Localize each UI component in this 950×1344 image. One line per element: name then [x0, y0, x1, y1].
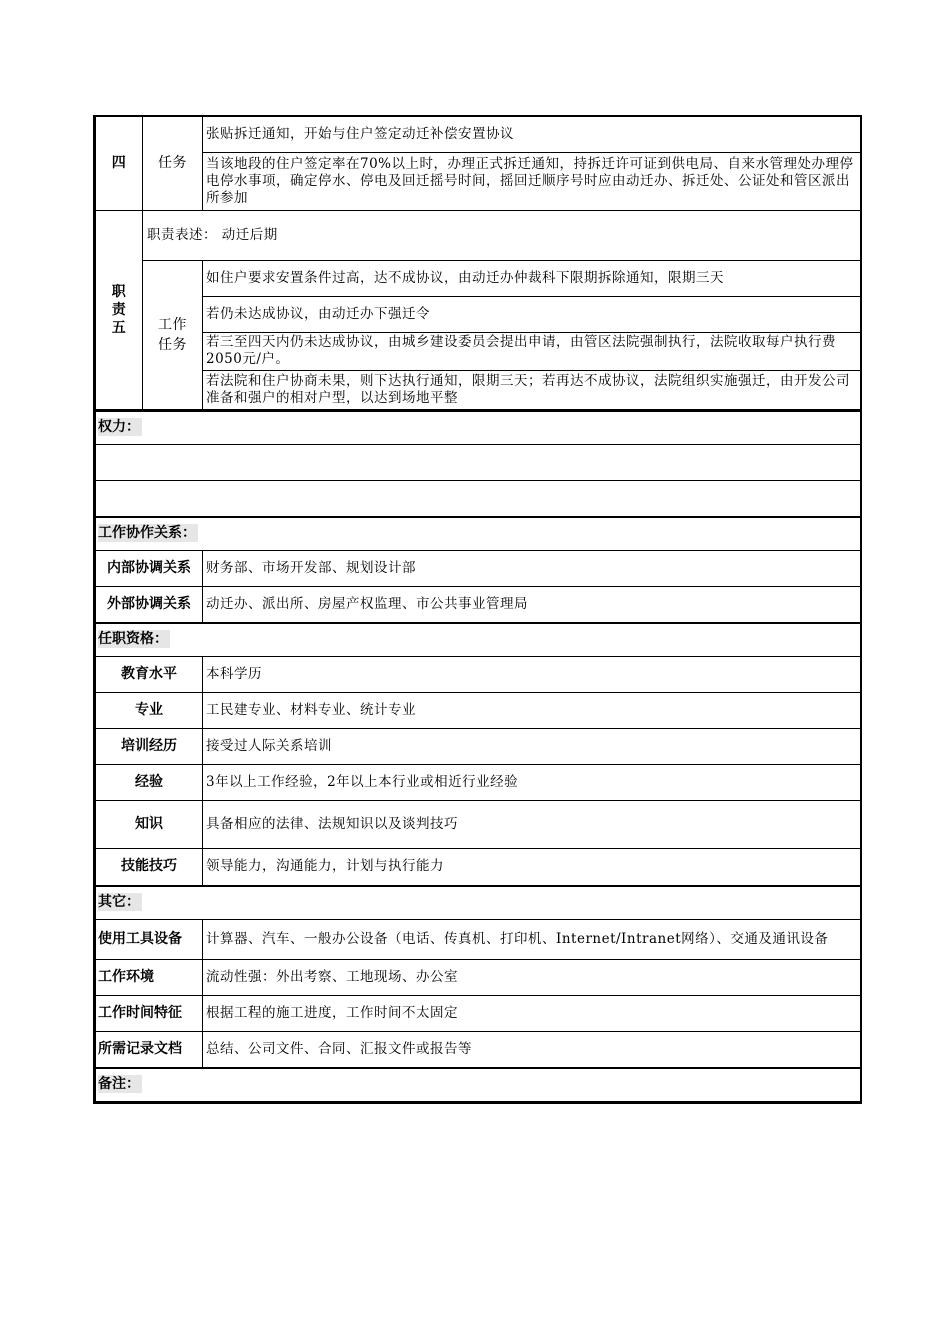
knowledge-label: 知识: [96, 801, 203, 849]
duty5-number-char-2: 责: [111, 301, 127, 318]
skills-label: 技能技巧: [96, 849, 203, 886]
work-environment-label: 工作环境: [96, 960, 203, 996]
duty4-task-2: 当该地段的住户签定率在70%以上时，办理正式拆迁通知，持拆迁许可证到供电局、自来水管理处办理停电停水事项，确定停水、停电及回迁摇号时间，摇回迁顺序号时应由动迁办、拆迁处、公证处和管区派出所参加: [203, 152, 861, 210]
duty5-task-1: 如住户要求安置条件过高，达不成协议，由动迁办仲裁科下限期拆除通知，限期三天: [203, 260, 861, 296]
work-time-value: 根据工程的施工进度，工作时间不太固定: [203, 996, 861, 1032]
duty5-statement: 职责表述： 动迁后期: [143, 210, 861, 260]
duty5-task-label: [143, 260, 203, 409]
experience-label: 经验: [96, 765, 203, 801]
duty5-number-char-3: 五: [111, 319, 127, 336]
tools-equipment-label: 使用工具设备: [96, 920, 203, 960]
job-description-form: [93, 115, 862, 1104]
remarks-title: 备注：: [96, 1068, 861, 1102]
duty5-task-4: 若法院和住户协商未果，则下达执行通知，限期三天；若再达不成协议，法院组织实施强迁，由开发公司准备和强户的相对户型，以达到场地平整: [203, 370, 861, 409]
responsibility-table: [95, 115, 861, 410]
duty4-number: 四: [96, 116, 143, 210]
duty5-number-char-1: 职: [111, 283, 127, 300]
experience-value: 3年以上工作经验，2年以上本行业或相近行业经验: [203, 765, 861, 801]
authority-row-1: [96, 445, 861, 481]
training-label: 培训经历: [96, 729, 203, 765]
duty5-task-label-line2: 任务: [158, 336, 187, 353]
duty5-task-label-line1: 工作: [158, 316, 187, 333]
records-value: 总结、公司文件、合同、汇报文件或报告等: [203, 1032, 861, 1068]
duty5-number: [96, 210, 143, 409]
other-title: 其它：: [96, 886, 861, 920]
tools-equipment-value: 计算器、汽车、一般办公设备（电话、传真机、打印机、Internet/Intranet网络）、交通及通讯设备: [203, 920, 861, 960]
education-value: 本科学历: [203, 657, 861, 693]
authority-title: 权力：: [96, 411, 861, 445]
internal-coordination-value: 财务部、市场开发部、规划设计部: [203, 551, 861, 587]
duty4-task-1: 张贴拆迁通知，开始与住户签定动迁补偿安置协议: [203, 116, 861, 152]
education-label: 教育水平: [96, 657, 203, 693]
duty4-task-label: 任务: [143, 116, 203, 210]
collaboration-title: 工作协作关系：: [96, 517, 861, 551]
skills-value: 领导能力，沟通能力，计划与执行能力: [203, 849, 861, 886]
internal-coordination-label: 内部协调关系: [96, 551, 203, 587]
detail-table: [95, 410, 861, 1103]
external-coordination-label: 外部协调关系: [96, 587, 203, 623]
major-value: 工民建专业、材料专业、统计专业: [203, 693, 861, 729]
external-coordination-value: 动迁办、派出所、房屋产权监理、市公共事业管理局: [203, 587, 861, 623]
records-label: 所需记录文档: [96, 1032, 203, 1068]
duty5-task-3: 若三至四天内仍未达成协议，由城乡建设委员会提出申请，由管区法院强制执行，法院收取每户执行费2050元/户。: [203, 332, 861, 370]
work-environment-value: 流动性强：外出考察、工地现场、办公室: [203, 960, 861, 996]
authority-row-2: [96, 481, 861, 517]
major-label: 专业: [96, 693, 203, 729]
knowledge-value: 具备相应的法律、法规知识以及谈判技巧: [203, 801, 861, 849]
qualifications-title: 任职资格：: [96, 623, 861, 657]
work-time-label: 工作时间特征: [96, 996, 203, 1032]
duty5-task-2: 若仍未达成协议，由动迁办下强迁令: [203, 296, 861, 332]
training-value: 接受过人际关系培训: [203, 729, 861, 765]
